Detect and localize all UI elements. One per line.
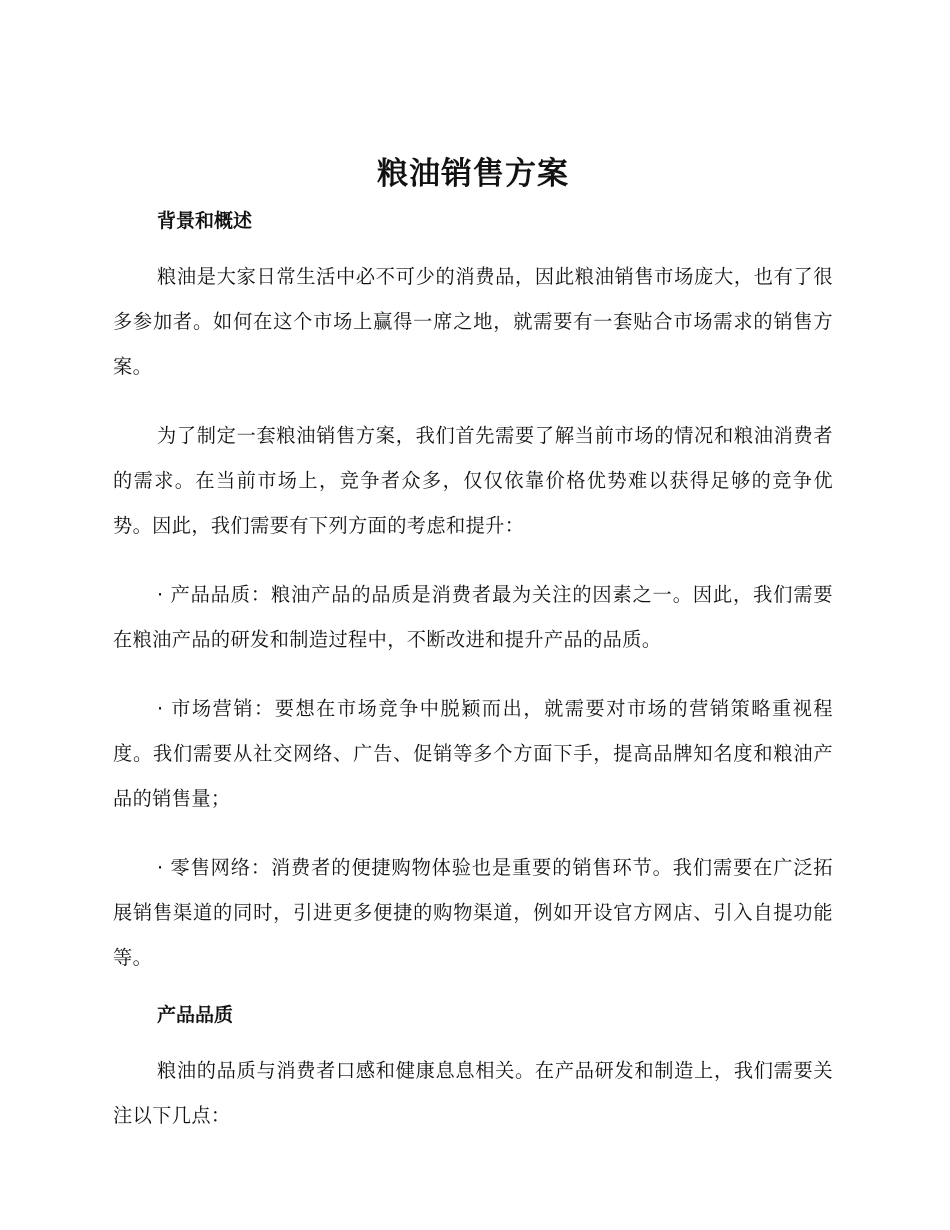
- document-page: [113, 150, 833, 1138]
- section-heading-background: 背景和概述: [157, 210, 253, 232]
- bullet-marketing: · 市场营销：要想在市场竞争中脱颖而出，就需要对市场的营销策略重视程度。我们需要从社交网络、广告、促销等多个方面下手，提高品牌知名度和粮油产品的销售量；: [113, 697, 833, 810]
- bullet-product-quality: · 产品品质：粮油产品的品质是消费者最为关注的因素之一。因此，我们需要在粮油产品的研发和制造过程中，不断改进和提升产品的品质。: [113, 583, 833, 651]
- document-title: 粮油销售方案: [377, 156, 569, 192]
- paragraph-market-analysis: 为了制定一套粮油销售方案，我们首先需要了解当前市场的情况和粮油消费者的需求。在当前市场上，竞争者众多，仅仅依靠价格优势难以获得足够的竞争优势。因此，我们需要有下列方面的考虑和提升：: [113, 424, 833, 537]
- paragraph-quality-intro: 粮油的品质与消费者口感和健康息息相关。在产品研发和制造上，我们需要关注以下几点：: [113, 1059, 833, 1127]
- paragraph-intro: 粮油是大家日常生活中必不可少的消费品，因此粮油销售市场庞大，也有了很多参加者。如何在这个市场上赢得一席之地，就需要有一套贴合市场需求的销售方案。: [113, 265, 833, 378]
- bullet-retail-network: · 零售网络：消费者的便捷购物体验也是重要的销售环节。我们需要在广泛拓展销售渠道的同时，引进更多便捷的购物渠道，例如开设官方网店、引入自提功能等。: [113, 856, 833, 969]
- section-heading-product-quality: 产品品质: [157, 1004, 234, 1026]
